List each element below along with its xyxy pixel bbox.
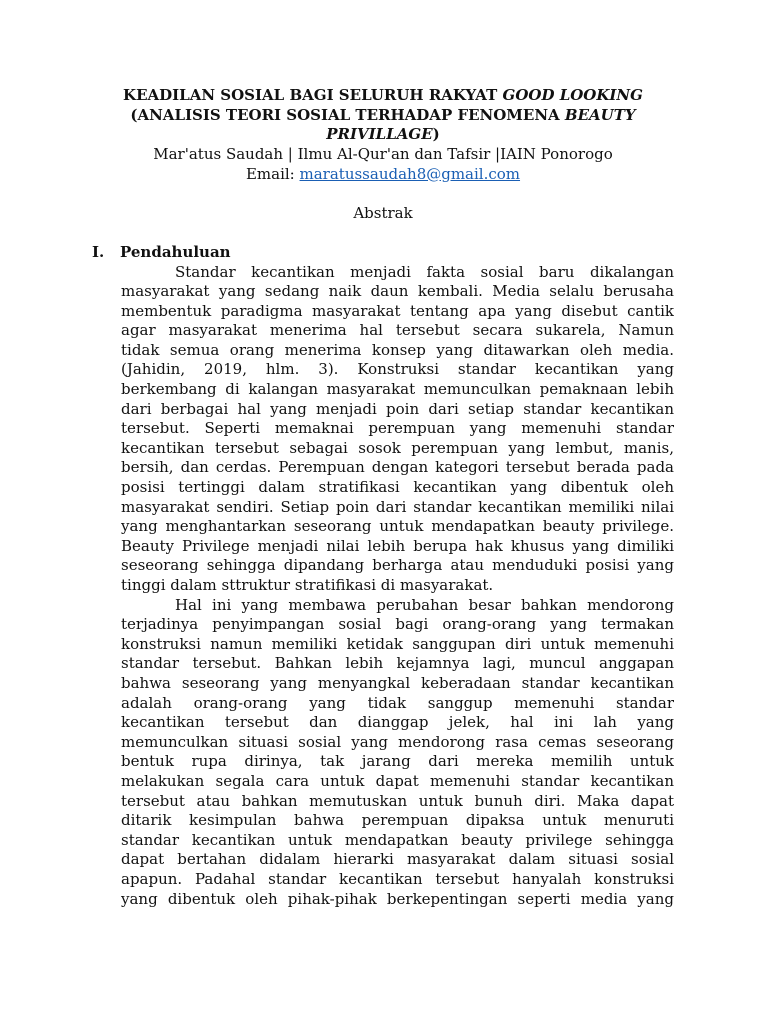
paragraph-line: memunculkan situasi sosial yang mendorong rasa cemas seseorang (121, 732, 674, 751)
paragraph-line: kecantikan tersebut sebagai sosok perempuan yang lembut, manis, (121, 438, 674, 457)
paragraph-line: bentuk rupa dirinya, tak jarang dari mereka memilih untuk (121, 752, 674, 771)
title-line-1-text: KEADILAN SOSIAL BAGI SELURUH RAKYAT (123, 86, 503, 104)
paragraph-line: berkembang di kalangan masyarakat memunculkan pemaknaan lebih (121, 380, 674, 399)
email-label: Email: (245, 164, 300, 183)
title-line-2 (100, 106, 666, 126)
body-text (121, 263, 674, 910)
paragraph-line: tersebut. Seperti memaknai perempuan yang memenuhi standar (121, 419, 674, 438)
paragraph-2 (121, 596, 674, 910)
paragraph-line: (Jahidin, 2019, hlm. 3). Konstruksi standar kecantikan yang (121, 360, 674, 379)
title-line-1 (100, 86, 666, 106)
paragraph-line: adalah orang-orang yang tidak sanggup memenuhi standar (121, 693, 674, 712)
paragraph-line: tersebut atau bahkan memutuskan untuk bunuh diri. Maka dapat (121, 791, 674, 810)
section-title: Pendahuluan (120, 243, 231, 261)
email-link[interactable]: maratussaudah8@gmail.com (299, 164, 521, 183)
title-line-3 (100, 125, 666, 145)
paragraph-line: masyarakat sendiri. Setiap poin dari standar kecantikan memiliki nilai (121, 497, 674, 516)
email-line (80, 165, 686, 185)
paragraph-line: membentuk paradigma masyarakat tentang apa yang disebut cantik (121, 301, 674, 320)
author-affiliation: Mar'atus Saudah | Ilmu Al-Qur'an dan Tafsir |IAIN Ponorogo (153, 145, 613, 163)
paragraph-line: dari berbagai hal yang menjadi poin dari setiap standar kecantikan (121, 399, 674, 418)
paragraph-line: ditarik kesimpulan bahwa perempuan dipaksa untuk menuruti (121, 811, 674, 830)
section-heading (92, 243, 231, 263)
paragraph-line: tinggi dalam sttruktur stratifikasi di masyarakat. (121, 576, 494, 594)
paragraph-line: melakukan segala cara untuk dapat memenuhi standar kecantikan (121, 771, 674, 790)
paragraph-line: Beauty Privilege menjadi nilai lebih berupa hak khusus yang dimiliki (121, 536, 674, 555)
paragraph-line: yang dibentuk oleh pihak-pihak berkepentingan seperti media yang (121, 889, 674, 908)
paragraph-line: konstruksi namun memiliki ketidak sanggupan diri untuk memenuhi (121, 634, 674, 653)
paragraph-line: bersih, dan cerdas. Perempuan dengan kategori tersebut berada pada (121, 458, 674, 477)
title-line-2-italic: BEAUTY (564, 105, 636, 124)
title-line-1-italic: GOOD LOOKING (502, 86, 643, 104)
paragraph-line: apapun. Padahal standar kecantikan tersebut hanyalah konstruksi (121, 869, 674, 888)
paragraph-line: tidak semua orang menerima konsep yang ditawarkan oleh media. (121, 340, 674, 359)
title-line-3-italic: PRIVILLAGE (326, 125, 433, 143)
paragraph-line: terjadinya penyimpangan sosial bagi orang-orang yang termakan (121, 615, 674, 634)
paragraph-line: Standar kecantikan menjadi fakta sosial baru dikalangan (175, 262, 674, 281)
paragraph-line: Hal ini yang membawa perubahan besar bahkan mendorong (175, 595, 674, 614)
title-line-2-text: (ANALISIS TEORI SOSIAL TERHADAP FENOMENA (130, 105, 565, 124)
paragraph-line: bahwa seseorang yang menyangkal keberadaan standar kecantikan (121, 673, 674, 692)
paragraph-line: dapat bertahan didalam hierarki masyarakat dalam situasi sosial (121, 850, 674, 869)
paragraph-1 (121, 263, 674, 596)
document-title (100, 86, 666, 145)
paragraph-line: masyarakat yang sedang naik daun kembali. Media selalu berusaha (121, 282, 674, 301)
paragraph-line: yang menghantarkan seseorang untuk mendapatkan beauty privilege. (121, 517, 674, 536)
paragraph-line: seseorang sehingga dipandang berharga atau menduduki posisi yang (121, 556, 674, 575)
abstract-heading: Abstrak (353, 204, 413, 222)
paragraph-line: standar kecantikan untuk mendapatkan beauty privilege sehingga (121, 830, 674, 849)
paragraph-line: agar masyarakat menerima hal tersebut secara sukarela, Namun (121, 321, 674, 340)
paragraph-line: kecantikan tersebut dan dianggap jelek, hal ini lah yang (121, 713, 674, 732)
title-line-3-text: ) (432, 125, 440, 143)
paragraph-line: standar tersebut. Bahkan lebih kejamnya lagi, muncul anggapan (121, 654, 674, 673)
section-number: I. (92, 243, 105, 261)
paragraph-line: posisi tertinggi dalam stratifikasi kecantikan yang dibentuk oleh (121, 478, 674, 497)
